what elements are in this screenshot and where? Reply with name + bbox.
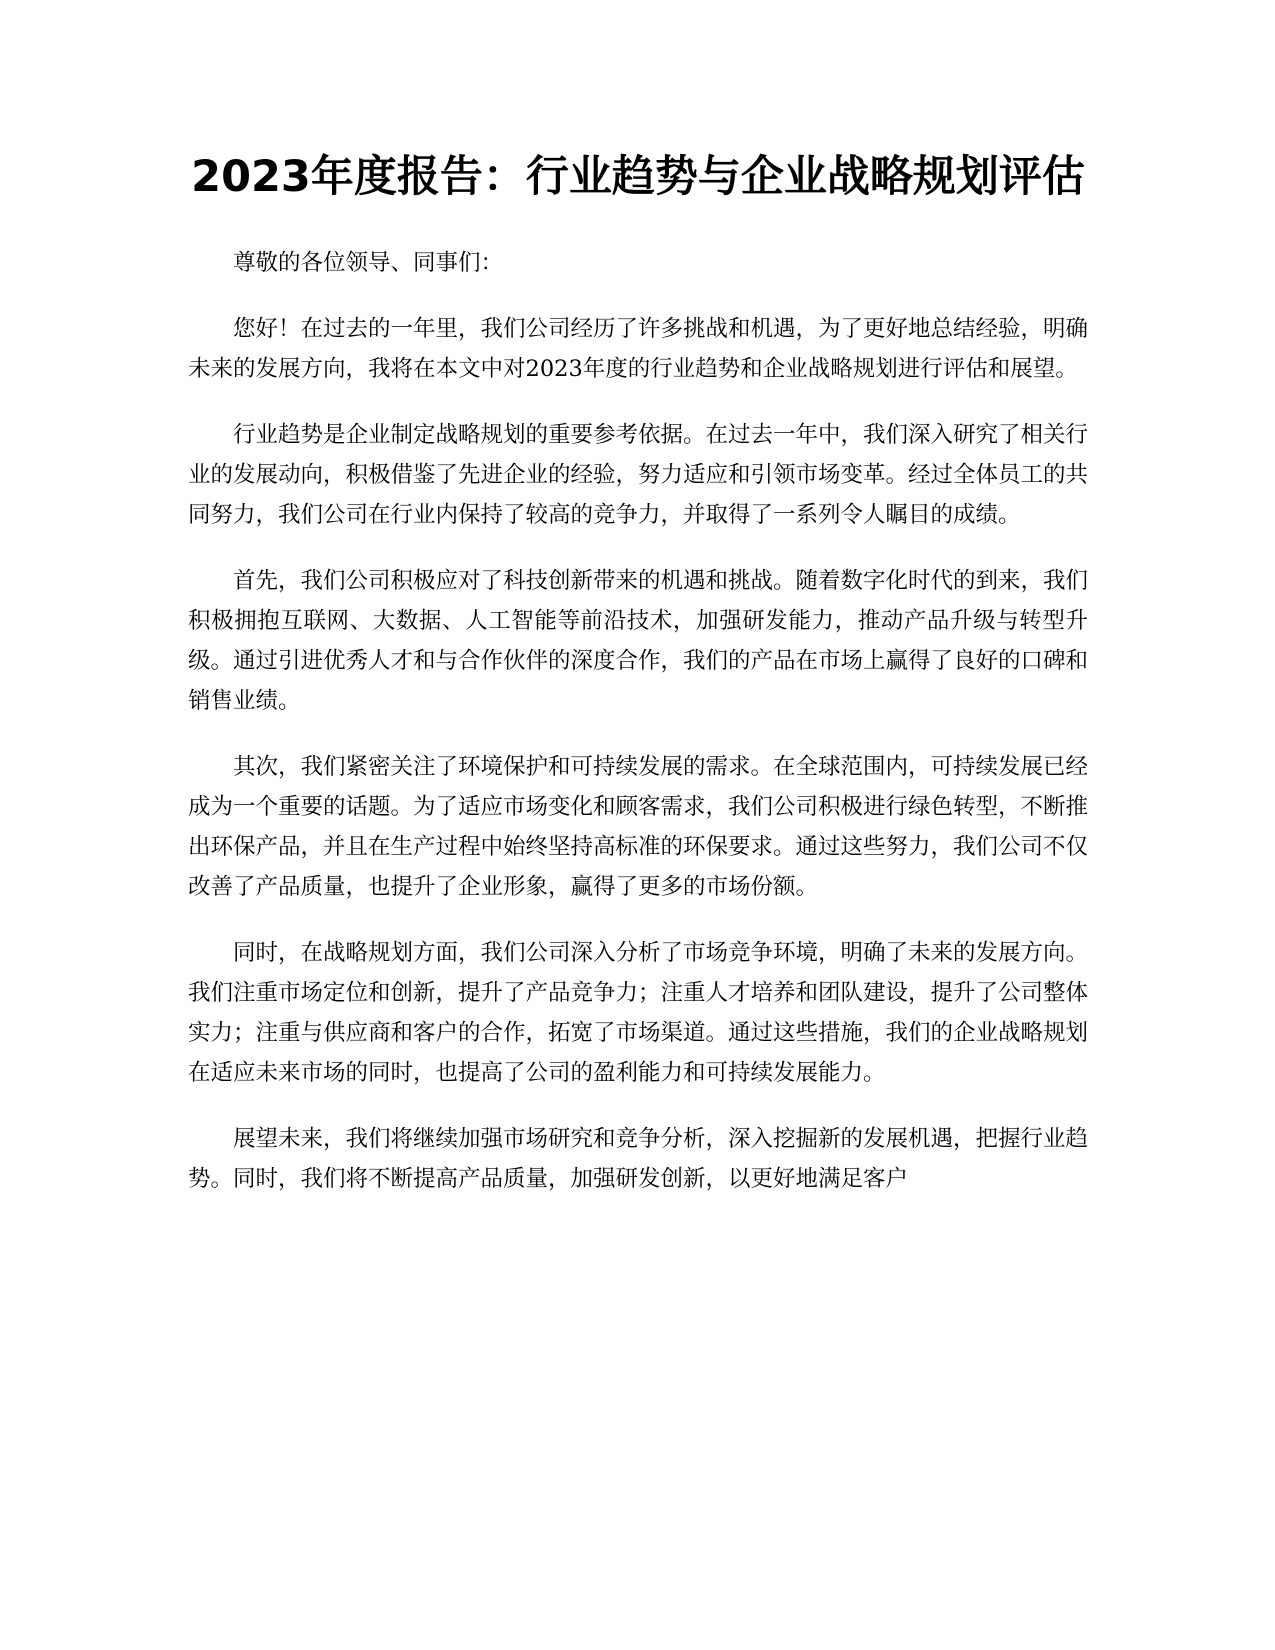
document-body [188, 140, 1088, 1225]
industry-trend-paragraph: 行业趋势是企业制定战略规划的重要参考依据。在过去一年中，我们深入研究了相关行业的发展动向，积极借鉴了先进企业的经验，努力适应和引领市场变革。经过全体员工的共同努力，我们公司在行业内保持了较高的竞争力，并取得了一系列令人瞩目的成绩。 [188, 422, 1089, 528]
technology-innovation-paragraph: 首先，我们公司积极应对了科技创新带来的机遇和挑战。随着数字化时代的到来，我们积极拥抱互联网、大数据、人工智能等前沿技术，加强研发能力，推动产品升级与转型升级。通过引进优秀人才和与合作伙伴的深度合作，我们的产品在市场上赢得了良好的口碑和销售业绩。 [188, 568, 1089, 714]
strategy-planning-paragraph: 同时，在战略规划方面，我们公司深入分析了市场竞争环境，明确了未来的发展方向。我们注重市场定位和创新，提升了产品竞争力；注重人才培养和团队建设，提升了公司整体实力；注重与供应商和客户的合作，拓宽了市场渠道。通过这些措施，我们的企业战略规划在适应未来市场的同时，也提高了公司的盈利能力和可持续发展能力。 [188, 940, 1089, 1086]
sustainability-paragraph: 其次，我们紧密关注了环境保护和可持续发展的需求。在全球范围内，可持续发展已经成为一个重要的话题。为了适应市场变化和顾客需求，我们公司积极进行绿色转型，不断推出环保产品，并且在生产过程中始终坚持高标准的环保要求。通过这些努力，我们公司不仅改善了产品质量，也提升了企业形象，赢得了更多的市场份额。 [188, 754, 1089, 900]
salutation-paragraph: 尊敬的各位领导、同事们： [233, 250, 504, 276]
intro-paragraph: 您好！在过去的一年里，我们公司经历了许多挑战和机遇，为了更好地总结经验，明确未来的发展方向，我将在本文中对2023年度的行业趋势和企业战略规划进行评估和展望。 [188, 316, 1089, 382]
outlook-paragraph: 展望未来，我们将继续加强市场研究和竞争分析，深入挖掘新的发展机遇，把握行业趋势。同时，我们将不断提高产品质量，加强研发创新，以更好地满足客户 [188, 1126, 1089, 1192]
document-title: 2023年度报告：行业趋势与企业战略规划评估 [191, 152, 1085, 202]
